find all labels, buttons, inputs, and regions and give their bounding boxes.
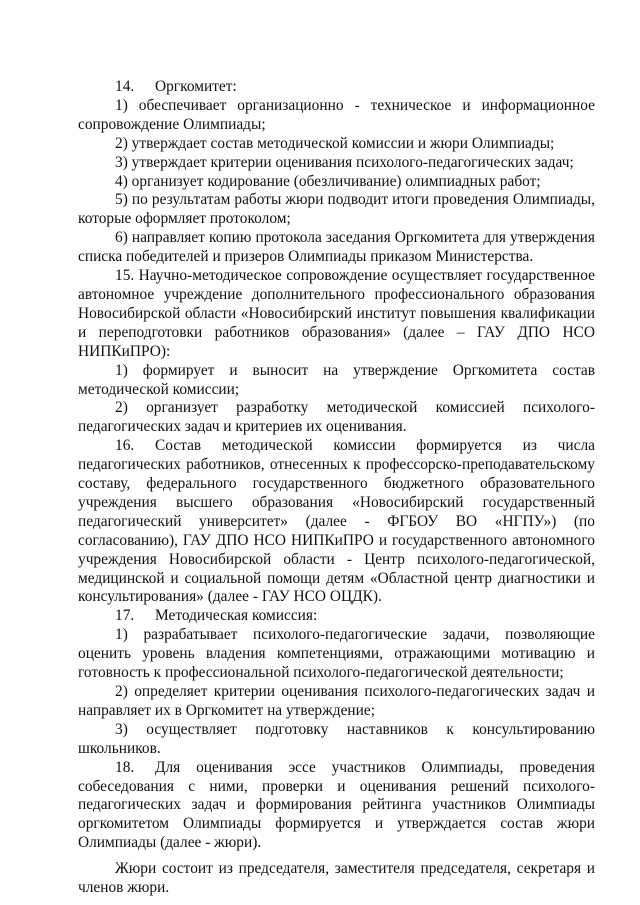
paragraph-number: 17.: [115, 607, 135, 625]
list-item: 2) определяет критерии оценивания психолого-педагогических задач и направляет их в Оргкомитет на утверждение;: [78, 683, 595, 719]
paragraph-number: 14.: [115, 78, 135, 95]
list-item: 2) утверждает состав методической комиссии и жюри Олимпиады;: [115, 134, 555, 152]
list-item: 3) утверждает критерии оценивания психолого-педагогических задач;: [115, 153, 574, 171]
paragraph-text: Оргкомитет:: [155, 78, 237, 95]
paragraph-18: [78, 759, 595, 854]
paragraph-15: 15. Научно-методическое сопровождение осуществляет государственное автономное учреждение дополнительного профессионального образования Новосибирской области «Новосибирский институт повышения квалификации и переподготовки работников образования» (далее – ГАУ ДПО НСО НИПКиПРО):: [78, 267, 595, 360]
paragraph-17: [78, 607, 595, 626]
list-item: 1) формирует и выносит на утверждение Оргкомитета состав методической комиссии;: [78, 361, 595, 398]
paragraph-14: [78, 78, 595, 97]
list-item: 4) организует кодирование (обезличивание) олимпиадных работ;: [115, 172, 541, 190]
paragraph-jury-composition: Жюри состоит из председателя, заместителя председателя, секретаря и членов жюри.: [78, 860, 595, 897]
paragraph-16: [78, 437, 595, 607]
list-item: 1) обеспечивает организационно - техническое и информационное сопровождение Олимпиады;: [78, 96, 595, 133]
paragraph-number: 18.: [115, 758, 135, 776]
list-item: 3) осуществляет подготовку наставников к консультированию школьников.: [78, 720, 595, 757]
list-item: 5) по результатам работы жюри подводит итоги проведения Олимпиады, которые оформляет протоколом;: [78, 191, 595, 228]
paragraph-number: 16.: [115, 437, 135, 455]
paragraph-text: Методическая комиссия:: [155, 607, 318, 625]
paragraph-text: Для оценивания эссе участников Олимпиады, проведения собеседования с ними, проверки и оценивания решений психолого-педагогических задач и формирования рейтинга участников Олимпиады оргкомитетом Олимпиады формируется и утверждается состав жюри Олимпиады (далее - жюри).: [78, 758, 595, 852]
list-item: 6) направляет копию протокола заседания Оргкомитета для утверждения списка победителей и призеров Олимпиады приказом Министерства.: [78, 229, 595, 266]
list-item: 2) организует разработку методической комиссией психолого-педагогических задач и критериев их оценивания.: [78, 399, 595, 436]
paragraph-text: Состав методической комиссии формируется из числа педагогических работников, отнесенных к профессорско-преподавательскому составу, федерального государственного бюджетного образовательного учреждения высшего образования «Новосибирский государственный педагогический университет» (далее - ФГБОУ ВО «НГПУ») (по согласованию), ГАУ ДПО НСО НИПКиПРО и государственного автономного учреждения Новосибирской области - Центр психолого-педагогической, медицинской и социальной помощи детям «Областной центр диагностики и консультирования» (далее - ГАУ НСО ОЦДК).: [78, 437, 595, 606]
document-page: [78, 78, 595, 898]
list-item: 1) разрабатывает психолого-педагогические задачи, позволяющие оценить уровень владения компетенциями, отражающими мотивацию и готовность к профессиональной психолого-педагогической деятельности;: [78, 626, 595, 682]
